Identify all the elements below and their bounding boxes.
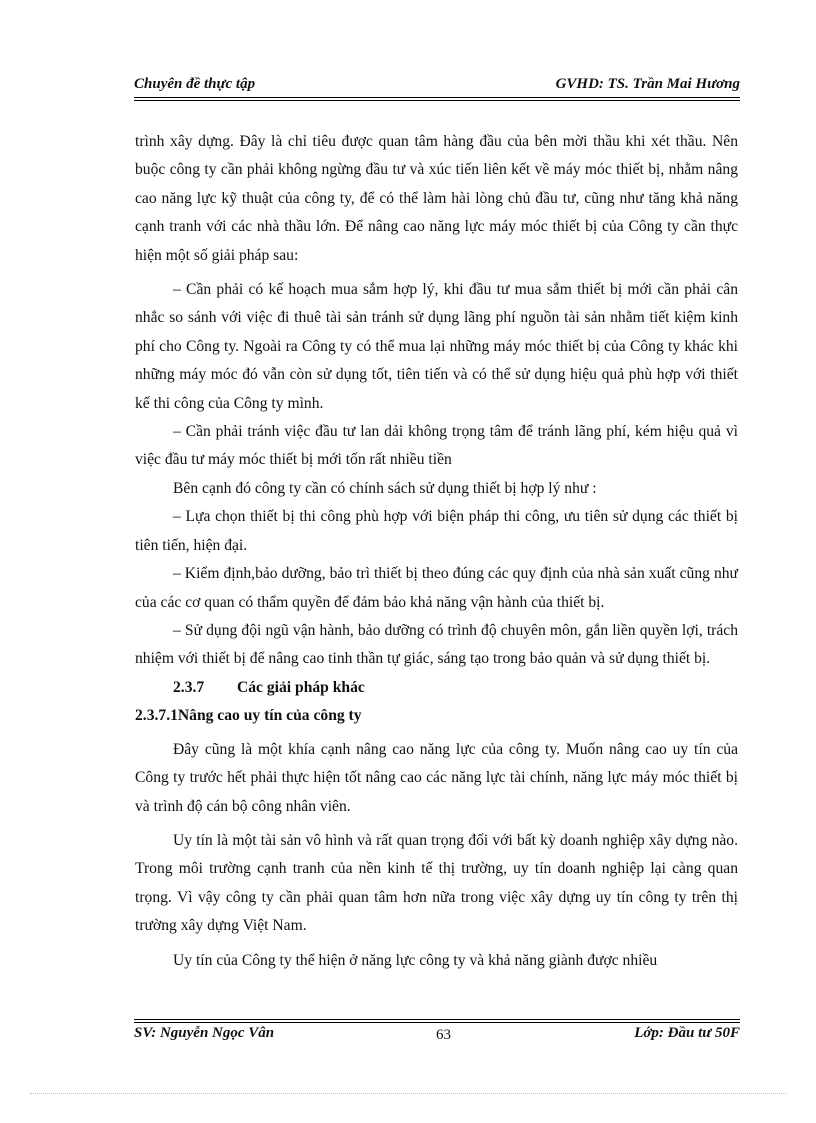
page-body — [135, 128, 738, 975]
header-left: Chuyên đề thực tập — [134, 76, 256, 92]
subsection-heading: 2.3.7.1Nâng cao uy tín của công ty — [135, 706, 362, 724]
bullet-avoid-spread: – Cần phải tránh việc đầu tư lan dải không trọng tâm để tránh lãng phí, kém hiệu quả vì việc đầu tư máy móc thiết bị mới tốn rất nhiều tiền — [135, 423, 738, 469]
page-header — [134, 76, 740, 93]
bullet-select-equipment: – Lựa chọn thiết bị thi công phù hợp với biện pháp thi công, ưu tiên sử dụng các thiết bị tiên tiến, hiện đại. — [135, 508, 738, 554]
section-heading — [135, 674, 738, 702]
paragraph-intro: trình xây dựng. Đây là chỉ tiêu được quan tâm hàng đầu của bên mời thầu khi xét thầu. Nên buộc công ty cần phải không ngừng đầu tư và xúc tiến liên kết về máy móc thiết bị, nhằm nâng cao năng lực kỹ thuật của công ty, để có thể làm hài lòng chủ đầu tư, cũng như tăng khả năng cạnh tranh với các nhà thầu lớn. Để nâng cao năng lực máy móc thiết bị của Công ty cần thực hiện một số giải pháp sau: — [135, 133, 738, 264]
section-title: Các giải pháp khác — [237, 678, 365, 696]
header-rule — [134, 97, 740, 101]
paragraph-usage-policy: Bên cạnh đó công ty cần có chính sách sử dụng thiết bị hợp lý như : — [173, 479, 597, 497]
footer-class: Lớp: Đầu tư 50F — [634, 1025, 740, 1041]
header-right: GVHD: TS. Trần Mai Hương — [555, 76, 740, 92]
bullet-operators: – Sử dụng đội ngũ vận hành, bảo dưỡng có trình độ chuyên môn, gắn liền quyền lợi, trách nhiệm với thiết bị để nâng cao tinh thần tự giác, sáng tạo trong bảo quản và sử dụng thiết bị. — [135, 621, 738, 668]
paragraph-reputation-capacity: Uy tín của Công ty thể hiện ở năng lực công ty và khả năng giành được nhiều — [173, 951, 658, 969]
section-number: 2.3.7 — [173, 678, 205, 696]
footer-student: SV: Nguyễn Ngọc Vân — [134, 1025, 275, 1041]
bullet-purchase-plan: – Cần phải có kế hoạch mua sắm hợp lý, khi đầu tư mua sắm thiết bị mới cần phải cân nhắc so sánh với việc đi thuê tài sản tránh sử dụng lãng phí nguồn tài sản nhằm tiết kiệm kinh phí cho Công ty. Ngoài ra Công ty có thể mua lại những máy móc thiết bị của Công ty khác khi những máy móc đó vẫn còn sử dụng tốt, tiên tiến và có thể sử dụng hiệu quả phù hợp với thiết kế thi công của Công ty mình. — [135, 281, 738, 412]
bullet-inspection: – Kiểm định,bảo dưỡng, bảo trì thiết bị theo đúng các quy định của nhà sản xuất cũng như của các cơ quan có thẩm quyền để đảm bảo khả năng vận hành của thiết bị. — [135, 565, 738, 611]
paragraph-reputation-asset: Uy tín là một tài sản vô hình và rất quan trọng đối với bất kỳ doanh nghiệp xây dựng nào. Trong môi trường cạnh tranh của nền kinh tế thị trường, uy tín doanh nghiệp lại càng quan trọng. Vì vậy công ty cần phải quan tâm hơn nữa trong việc xây dựng uy tín công ty trên thị trường xây dựng Việt Nam. — [135, 831, 738, 935]
footer-rule — [134, 1019, 740, 1023]
paragraph-reputation-aspect: Đây cũng là một khía cạnh nâng cao năng lực của công ty. Muốn nâng cao uy tín của Công ty trước hết phải thực hiện tốt nâng cao các năng lực tài chính, năng lực máy móc thiết bị và trình độ cán bộ công nhân viên. — [135, 740, 738, 815]
page-bottom-border — [30, 1093, 786, 1094]
page-number: 63 — [436, 1027, 451, 1043]
